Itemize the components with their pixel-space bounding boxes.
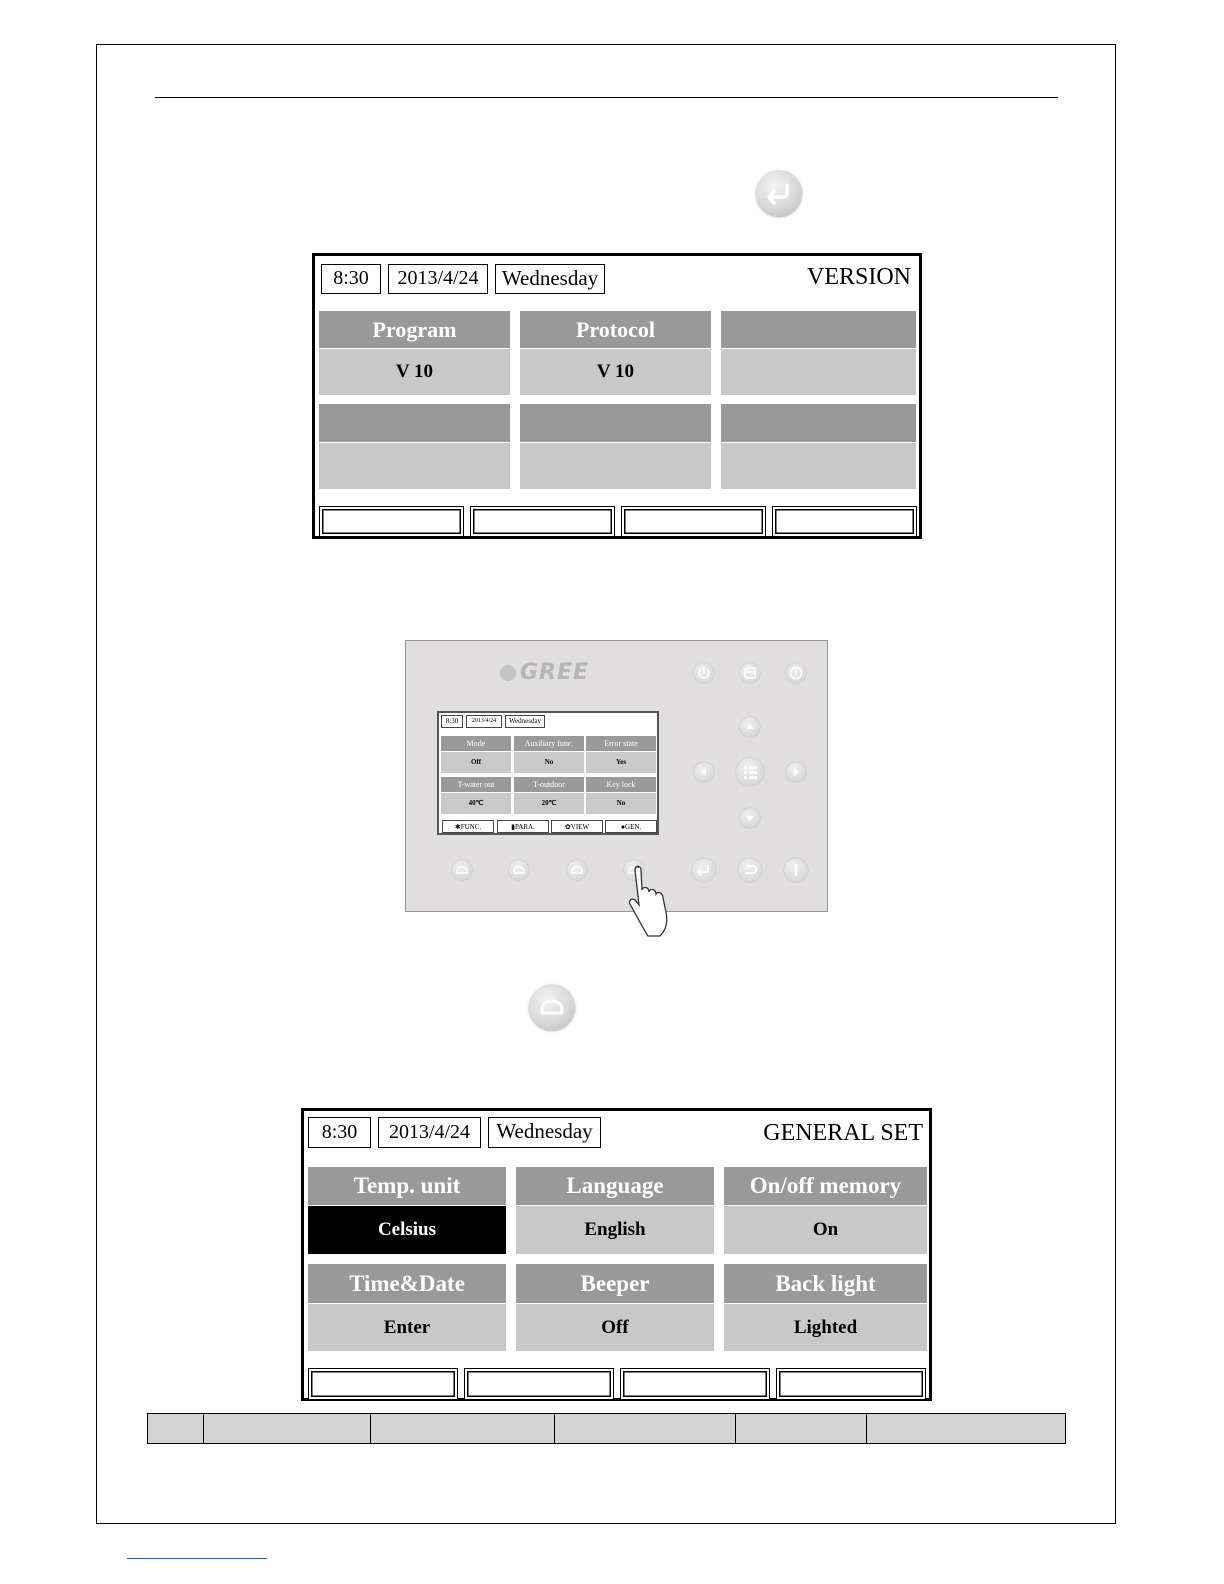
tile-label [721,404,916,442]
tile-label: Temp. unit [308,1167,506,1205]
tile-protocol[interactable] [520,311,711,395]
arrow-up-icon[interactable] [740,717,760,737]
soft-key-icon [529,984,575,1030]
table-cell [736,1414,867,1443]
mini-tile-label: Mode [441,736,511,751]
tile-on-off-memory[interactable] [724,1167,927,1254]
soft-key-3-icon[interactable] [567,860,587,880]
tile-program[interactable] [319,311,510,395]
mini-tile-value: No [586,793,656,814]
tile-value [721,349,916,395]
menu-icon[interactable] [736,758,764,786]
tile-time-date[interactable] [308,1264,506,1351]
general-set-screen [301,1108,932,1401]
mini-tile-label: Error state [586,736,656,751]
tile-value [721,443,916,489]
screen-title: VERSION [806,264,911,290]
tile-empty [721,311,916,395]
tile-label: Time&Date [308,1264,506,1303]
tile-label [319,404,510,442]
tile-label: Back light [724,1264,927,1303]
header-rule [155,97,1058,98]
mini-date: 2013/4/24 [466,715,502,728]
table-cell [204,1414,371,1443]
mini-tile-water-out [441,777,511,814]
bar-chart-icon: ▮ [511,823,516,831]
mini-tile-value: Off [441,752,511,773]
mini-tile-auxiliary [514,736,584,773]
mini-weekday: Wednesday [505,715,545,728]
mini-tile-label: T-outdoor [514,777,584,792]
mode-icon[interactable] [740,663,760,683]
mini-tile-outdoor [514,777,584,814]
mini-softkey-func [442,820,494,833]
tile-beeper[interactable] [516,1264,714,1351]
mini-tile-value: 20℃ [514,793,584,814]
version-screen [312,253,922,539]
softkey-1[interactable] [308,1368,458,1400]
clock-date: 2013/4/24 [378,1117,481,1148]
mini-softkey-gen [605,820,657,833]
tile-empty [520,404,711,489]
tile-value: Enter [308,1304,506,1351]
softkey-3[interactable] [620,1368,770,1400]
tile-value: Lighted [724,1304,927,1351]
pointing-hand-icon [626,860,690,940]
softkey-3[interactable] [621,506,766,537]
tile-label: On/off memory [724,1167,927,1205]
alarm-icon[interactable] [786,663,806,683]
table-header-strip [147,1413,1066,1444]
soft-key-2-icon[interactable] [509,860,529,880]
tile-empty [319,404,510,489]
tile-value: On [724,1206,927,1254]
softkey-1[interactable] [319,506,464,537]
softkey-4[interactable] [772,506,917,537]
tile-value: English [516,1206,714,1254]
brand-logo-text: GREE [520,660,590,685]
arrow-down-icon[interactable] [740,808,760,828]
tile-temp-unit[interactable] [308,1167,506,1254]
tile-language[interactable] [516,1167,714,1254]
tile-value: Off [516,1304,714,1351]
mini-softkey-label: FUNC. [460,823,482,831]
view-icon: ✿ [564,823,571,831]
arrow-right-icon[interactable] [786,762,806,782]
mini-softkey-view [551,820,603,833]
mini-softkey-label: PARA. [515,823,535,831]
softkey-2[interactable] [470,506,615,537]
mini-tile-value: Yes [586,752,656,773]
mini-tile-error-state [586,736,656,773]
clock-weekday: Wednesday [495,264,605,294]
tile-label: Program [319,311,510,348]
softkey-2[interactable] [464,1368,614,1400]
tile-label [520,404,711,442]
mini-softkey-label: GEN. [625,823,642,831]
tile-value: V 10 [520,349,711,395]
tile-value [319,443,510,489]
mini-tile-value: 40℃ [441,793,511,814]
screen-title: GENERAL SET [763,1120,923,1146]
tile-label: Protocol [520,311,711,348]
tile-label: Language [516,1167,714,1205]
soft-key-1-icon[interactable] [452,860,472,880]
power-icon[interactable] [694,663,714,683]
mini-tile-label: Auxiliary func. [514,736,584,751]
fan-icon: ✱ [454,823,461,831]
footer-link-underline [127,1558,267,1559]
enter-return-icon [756,170,802,216]
tile-label: Beeper [516,1264,714,1303]
tile-value: V 10 [319,349,510,395]
tile-back-light[interactable] [724,1264,927,1351]
mini-tile-label: Key lock [586,777,656,792]
mini-tile-mode [441,736,511,773]
clock-weekday: Wednesday [488,1117,601,1148]
table-cell [867,1414,1065,1443]
tile-label [721,311,916,348]
controller-screen [437,711,659,835]
table-cell [555,1414,736,1443]
on-off-icon[interactable] [784,858,808,882]
clock-date: 2013/4/24 [388,264,488,294]
mini-tile-label: T-water out [441,777,511,792]
gear-icon: ● [620,823,626,831]
clock-time: 8:30 [321,264,381,294]
softkey-4[interactable] [776,1368,926,1400]
table-cell [371,1414,555,1443]
table-cell [148,1414,204,1443]
back-icon[interactable] [738,858,762,882]
mini-softkey-label: VIEW [570,823,590,831]
enter-icon[interactable] [692,858,716,882]
mini-softkey-para [497,820,549,833]
mini-tile-value: No [514,752,584,773]
arrow-left-icon[interactable] [694,762,714,782]
tile-value: Celsius [308,1206,506,1254]
clock-time: 8:30 [308,1117,371,1148]
tile-empty [721,404,916,489]
brand-logo [500,660,589,685]
mini-tile-key-lock [586,777,656,814]
tile-value [520,443,711,489]
mini-time: 8:30 [441,715,463,728]
